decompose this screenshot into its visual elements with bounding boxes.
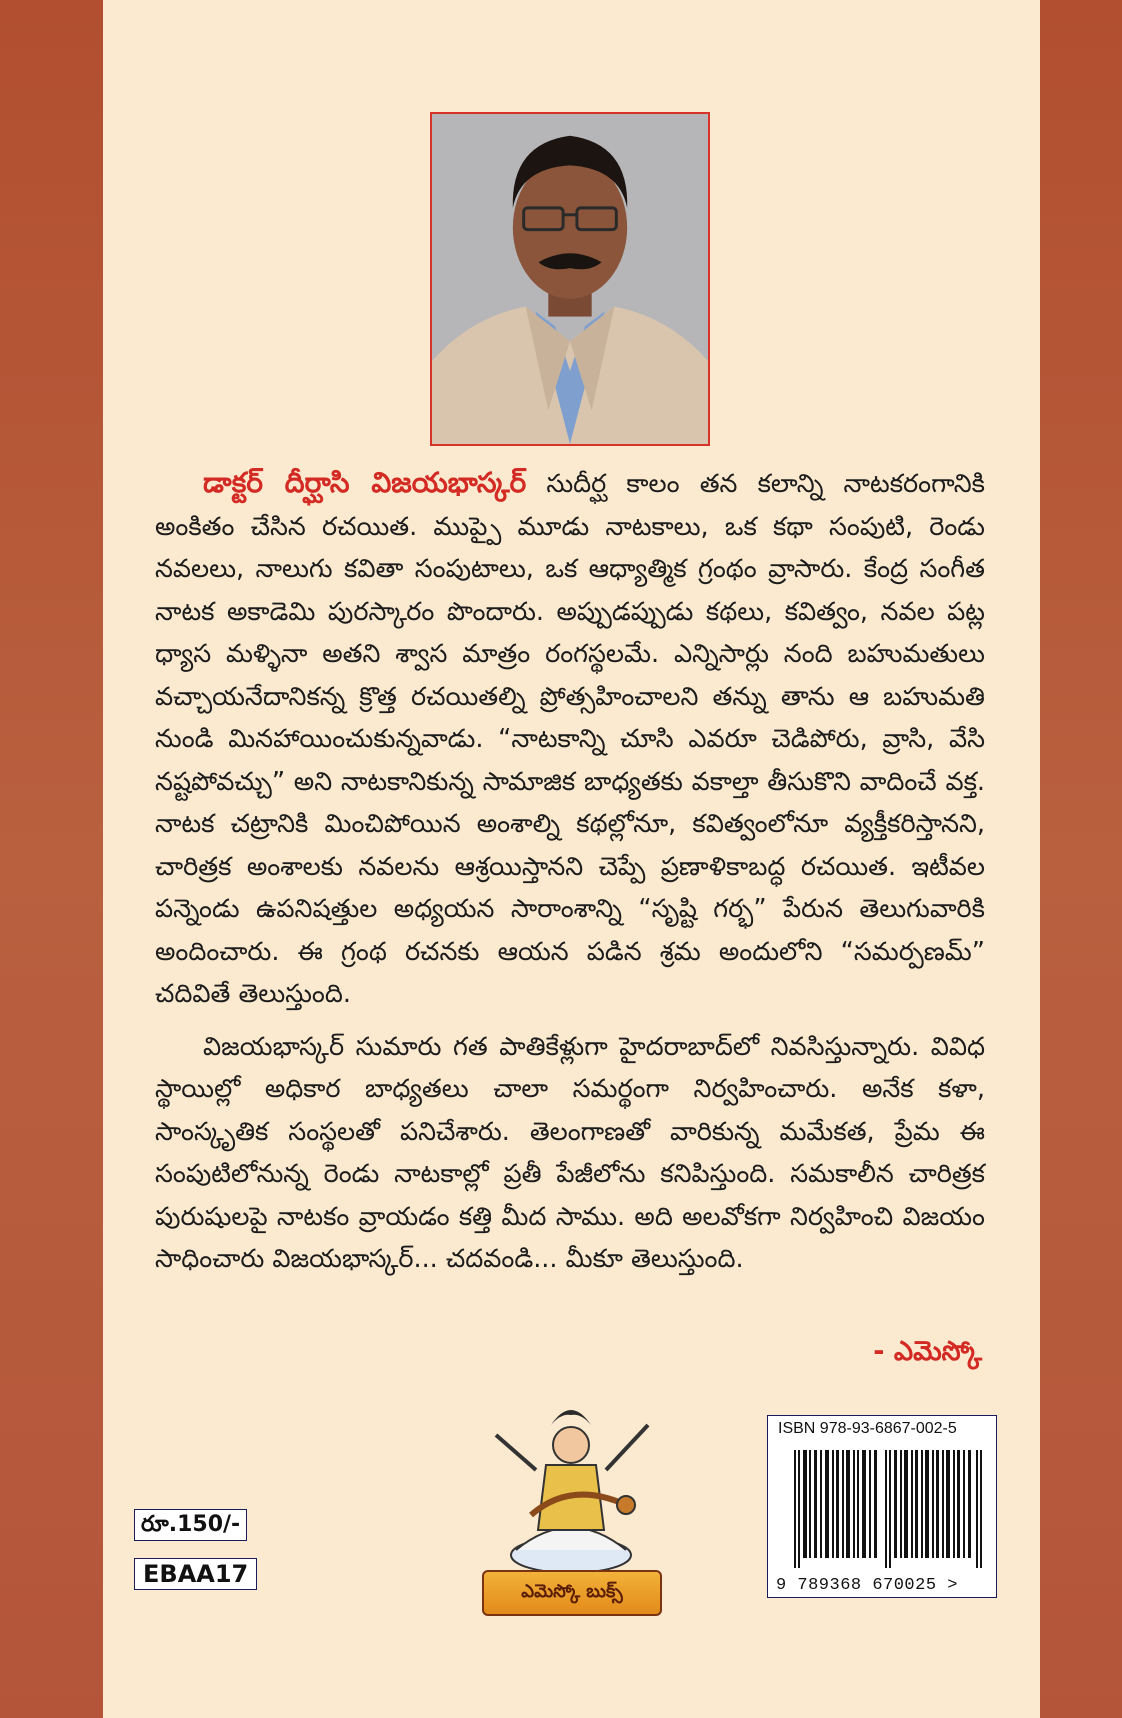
author-name: డాక్టర్ దీర్ఘాసి విజయభాస్కర్	[203, 466, 527, 499]
book-code: EBAA17	[134, 1558, 257, 1590]
isbn-label: ISBN 978-93-6867-002-5	[778, 1420, 957, 1437]
bio-paragraph-1-text: సుదీర్ఘ కాలం తన కలాన్ని నాటకరంగానికి అంకితం చేసిన రచయిత. ముప్పై మూడు నాటకాలు, ఒక కథా సంపుటి, రెండు నవలలు, నాలుగు కవితా సంపుటాలు, ఒక ఆధ్యాత్మిక గ్రంథం వ్రాసారు. కేంద్ర సంగీత నాటక అకాడెమి పురస్కారం పొందారు. అప్పుడప్పుడు కథలు, కవిత్వం, నవల పట్ల ధ్యాస మళ్ళినా అతని శ్వాస మాత్రం రంగస్థలమే. ఎన్నిసార్లు నంది బహుమతులు వచ్చాయనేదానికన్న క్రొత్త రచయితల్ని ప్రోత్సహించాలని తన్ను తాను ఆ బహుమతి నుండి మినహాయించుకున్నవాడు. “నాటకాన్ని చూసి ఎవరూ చెడిపోరు, వ్రాసి, వేసి నష్టపోవచ్చు” అని నాటకానికున్న సామాజిక బాధ్యతకు వకాల్తా తీసుకొని వాదించే వక్త. నాటక చట్రానికి మించిపోయిన అంశాల్ని కథల్లోనూ, కవిత్వంలోనూ వ్యక్తీకరిస్తానని, చారిత్రక అంశాలకు నవలను ఆశ్రయిస్తానని చెప్పే ప్రణాళికాబద్ధ రచయిత. ఇటీవల పన్నెండు ఉపనిషత్తుల అధ్యయన సారాంశాన్ని “సృష్టి గర్భ” పేరున తెలుగువారికి అందించారు. ఈ గ్రంథ రచనకు ఆయన పడిన శ్రమ అందులోని “సమర్పణమ్” చదివితే తెలుస్తుంది.	[155, 469, 985, 1009]
barcode-number: 9 789368 670025 >	[776, 1576, 958, 1595]
bio-paragraph-2: విజయభాస్కర్ సుమారు గత పాతికేళ్లుగా హైదరాబాద్‌లో నివసిస్తున్నారు. వివిధ స్థాయిల్లో అధికార బాధ్యతలు చాలా సమర్థంగా నిర్వహించారు. అనేక కళా, సాంస్కృతిక సంస్థలతో పనిచేశారు. తెలంగాణతో వారికున్న మమేకత, ప్రేమ ఈ సంపుటిలోనున్న రెండు నాటకాల్లో ప్రతీ పేజీలోను కనిపిస్తుంది. సమకాలీన చారిత్రక పురుషులపై నాటకం వ్రాయడం కత్తి మీద సాము. అది అలవోకగా నిర్వహించి విజయం సాధించారు విజయభాస్కర్... చదవండి... మీకూ తెలుస్తుంది.	[155, 1031, 985, 1274]
price-label: రూ.150/-	[134, 1509, 247, 1541]
author-photo	[430, 112, 710, 446]
publisher-signature: - ఎమెస్కో	[873, 1336, 982, 1367]
author-bio	[155, 462, 985, 1281]
publisher-logo-text: ఎమెస్కో బుక్స్	[482, 1570, 662, 1616]
isbn-barcode	[767, 1415, 997, 1598]
bio-paragraph-1	[155, 462, 985, 1016]
barcode-bars-icon	[794, 1450, 984, 1568]
right-border-strip	[1040, 0, 1122, 1718]
left-border-strip	[0, 0, 103, 1718]
